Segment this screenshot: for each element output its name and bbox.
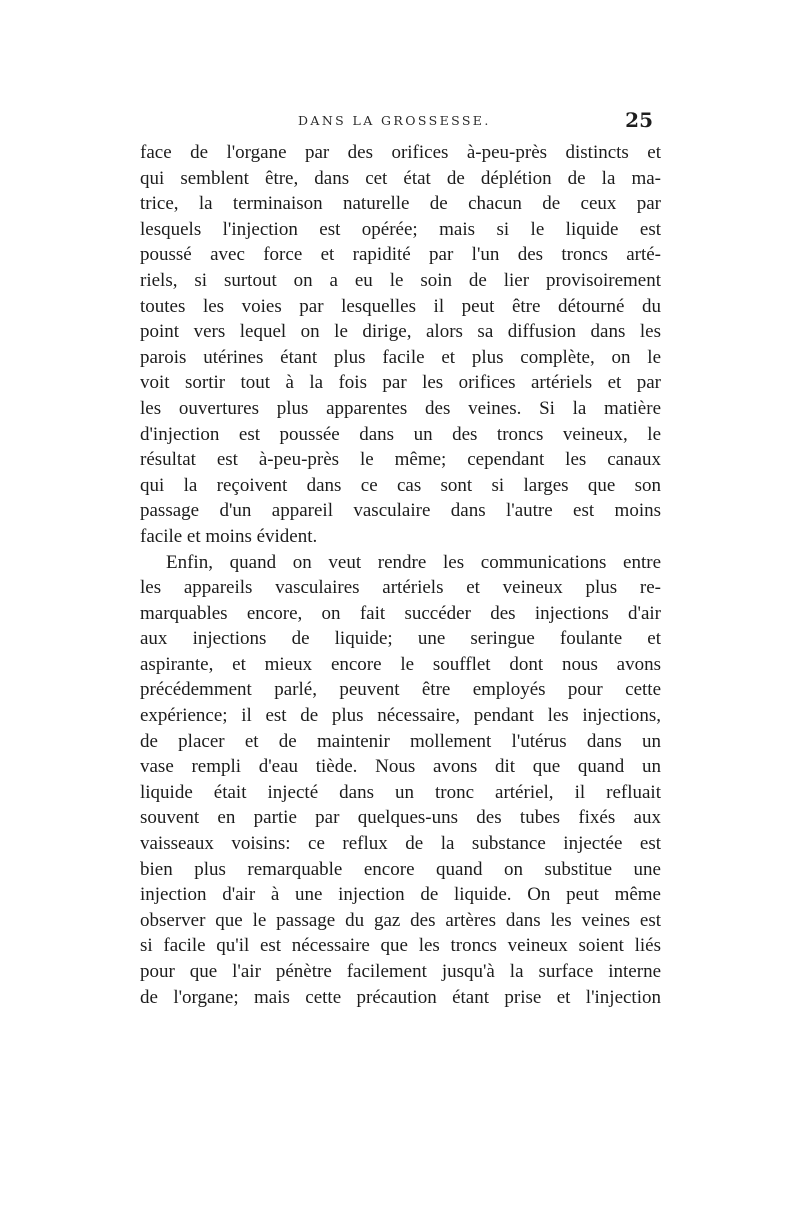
text-line: injection d'air à une injection de liquide. On peut même xyxy=(140,884,661,906)
text-line: point vers lequel on le dirige, alors sa diffusion dans les xyxy=(140,321,661,343)
text-line: pour que l'air pénètre facilement jusqu'à la surface interne xyxy=(140,961,661,982)
text-line: précédemment parlé, peuvent être employés pour cette xyxy=(140,679,661,701)
text-line: trice, la terminaison naturelle de chacun de ceux par xyxy=(140,193,661,215)
text-line: si facile qu'il est nécessaire que les troncs veineux soient liés xyxy=(140,935,661,957)
text-line: bien plus remarquable encore quand on substitue une xyxy=(140,858,661,880)
body-text xyxy=(140,140,661,1010)
running-head: DANS LA GROSSESSE. xyxy=(298,113,491,128)
text-line: face de l'organe par des orifices à-peu-près distincts et xyxy=(140,142,661,163)
text-line: vaisseaux voisins: ce reflux de la substance injectée est xyxy=(140,833,661,855)
text-line: liquide était injecté dans un tronc artériel, il refluait xyxy=(140,781,661,803)
text-line: marquables encore, on fait succéder des injections d'air xyxy=(140,602,661,624)
text-line: riels, si surtout on a eu le soin de lier provisoirement xyxy=(140,269,661,291)
text-line: aux injections de liquide; une seringue foulante et xyxy=(140,628,661,650)
text-line: observer que le passage du gaz des artères dans les veines est xyxy=(140,909,661,931)
text-line: expérience; il est de plus nécessaire, pendant les injections, xyxy=(140,705,661,727)
text-line: résultat est à-peu-près le même; cependant les canaux xyxy=(140,449,661,471)
text-line: souvent en partie par quelques-uns des tubes fixés aux xyxy=(140,807,661,829)
text-line: aspirante, et mieux encore le soufflet dont nous avons xyxy=(140,653,661,675)
paragraph-first-line: Enfin, quand on veut rendre les communications entre xyxy=(166,551,661,573)
page-header xyxy=(143,109,655,135)
text-line: qui la reçoivent dans ce cas sont si larges que son xyxy=(140,474,661,496)
text-line: facile et moins évident. xyxy=(140,525,318,547)
text-line: lesquels l'injection est opérée; mais si le liquide est xyxy=(140,218,661,240)
text-line: vase rempli d'eau tiède. Nous avons dit que quand un xyxy=(140,756,661,778)
text-line: d'injection est poussée dans un des troncs veineux, le xyxy=(140,423,661,445)
text-line: les appareils vasculaires artériels et veineux plus re- xyxy=(140,577,661,599)
text-line: de placer et de maintenir mollement l'utérus dans un xyxy=(140,730,661,752)
page-number: 25 xyxy=(625,108,653,132)
text-line: qui semblent être, dans cet état de déplétion de la ma- xyxy=(140,167,661,189)
text-line: passage d'un appareil vasculaire dans l'autre est moins xyxy=(140,500,661,522)
text-line: parois utérines étant plus facile et plus complète, on le xyxy=(140,346,661,368)
text-line: de l'organe; mais cette précaution étant prise et l'injection xyxy=(140,986,661,1008)
text-line: les ouvertures plus apparentes des veines. Si la matière xyxy=(140,397,661,419)
text-line: toutes les voies par lesquelles il peut être détourné du xyxy=(140,295,661,317)
text-line: voit sortir tout à la fois par les orifices artériels et par xyxy=(140,372,661,394)
text-line: poussé avec force et rapidité par l'un des troncs arté- xyxy=(140,244,661,266)
